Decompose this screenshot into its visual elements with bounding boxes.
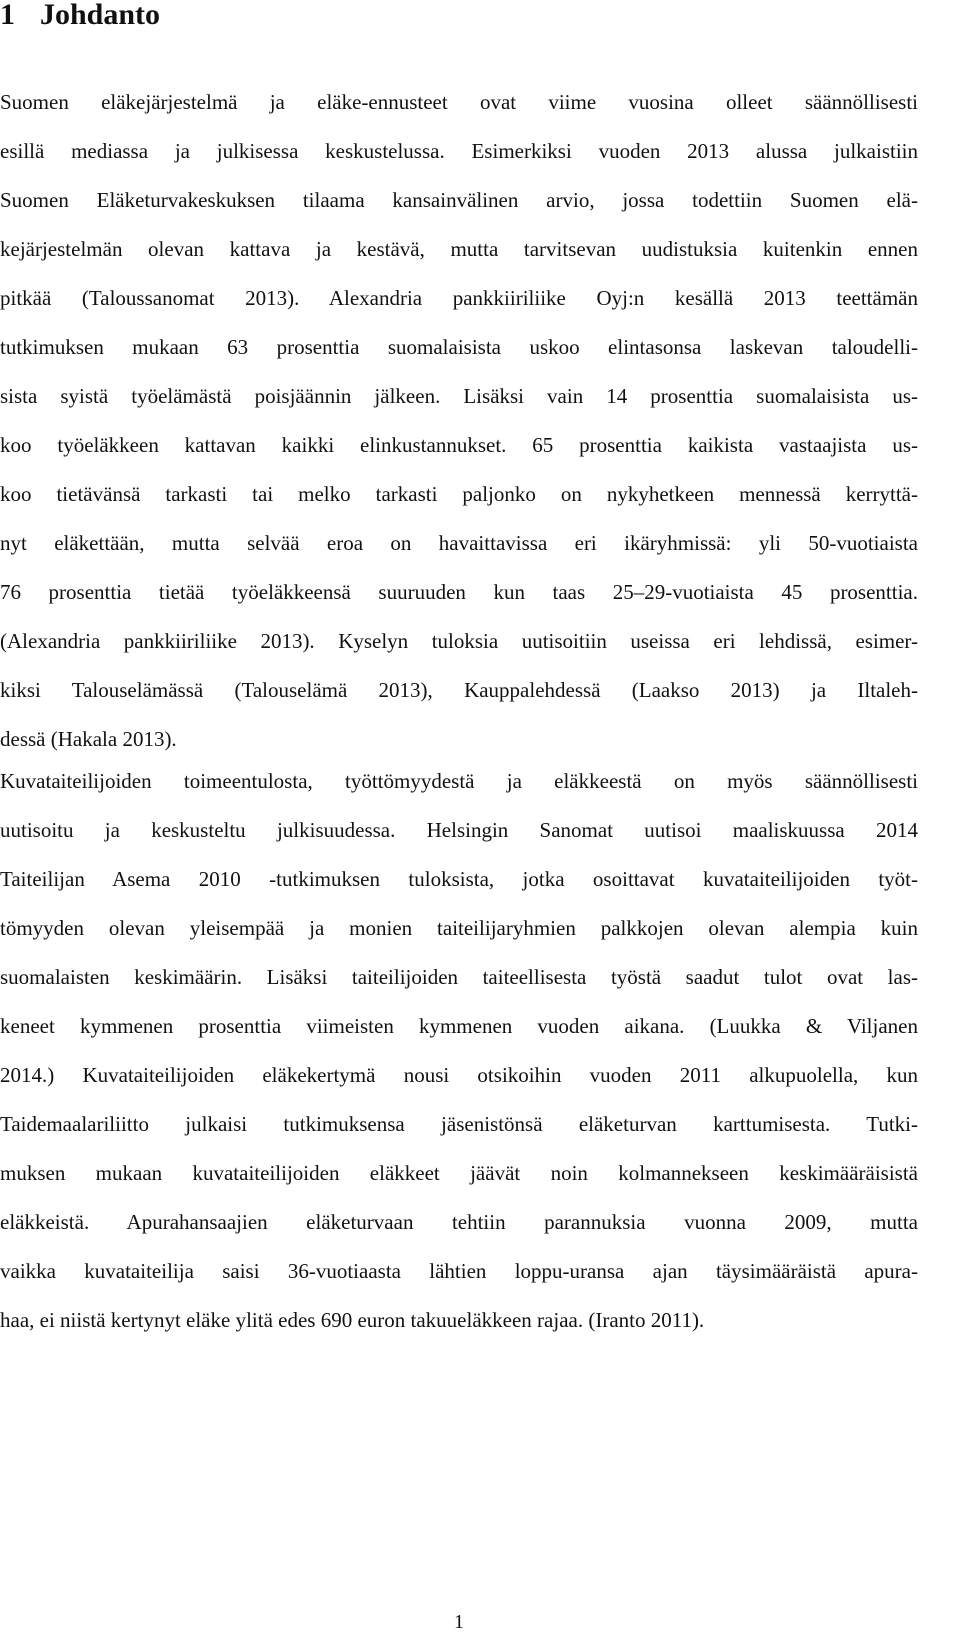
text-line: nyt eläkettään, mutta selvää eroa on havaittavissa eri ikäryhmissä: yli 50-vuotiaista (0, 531, 918, 555)
text-line: 2014.) Kuvataiteilijoiden eläkekertymä nousi otsikoihin vuoden 2011 alkupuolella, kun (0, 1063, 918, 1087)
text-line: kiksi Talouselämässä (Talouselämä 2013), Kauppalehdessä (Laakso 2013) ja Iltaleh- (0, 678, 918, 702)
section-title: Johdanto (40, 0, 161, 31)
text-line: Taidemaalariliitto julkaisi tutkimuksensa jäsenistönsä eläketurvan karttumisesta. Tutki- (0, 1112, 918, 1136)
page-number: 1 (454, 1611, 464, 1633)
text-line: 76 prosenttia tietää työeläkkeensä suuruuden kun taas 25–29-vuotiaista 45 prosenttia. (0, 580, 918, 604)
text-line: tömyyden olevan yleisempää ja monien taiteilijaryhmien palkkojen olevan alempia kuin (0, 916, 918, 940)
paragraph-2 (0, 757, 918, 1345)
text-line: sista syistä työelämästä poisjäännin jälkeen. Lisäksi vain 14 prosenttia suomalaisista us- (0, 384, 918, 408)
text-line: esillä mediassa ja julkisessa keskustelussa. Esimerkiksi vuoden 2013 alussa julkaistiin (0, 139, 918, 163)
section-number: 1 (0, 0, 15, 31)
text-line: eläkkeistä. Apurahansaajien eläketurvaan tehtiin parannuksia vuonna 2009, mutta (0, 1210, 918, 1234)
text-line: dessä (Hakala 2013). (0, 727, 177, 751)
text-line: tutkimuksen mukaan 63 prosenttia suomalaisista uskoo elintasonsa laskevan taloudelli- (0, 335, 918, 359)
text-line: vaikka kuvataiteilija saisi 36-vuotiaasta lähtien loppu-uransa ajan täysimääräistä apura- (0, 1259, 918, 1283)
text-line: suomalaisten keskimäärin. Lisäksi taiteilijoiden taiteellisesta työstä saadut tulot ovat las- (0, 965, 918, 989)
text-line: koo työeläkkeen kattavan kaikki elinkustannukset. 65 prosenttia kaikista vastaajista us- (0, 433, 918, 457)
text-line: uutisoitu ja keskusteltu julkisuudessa. Helsingin Sanomat uutisoi maaliskuussa 2014 (0, 818, 918, 842)
text-line: Taiteilijan Asema 2010 -tutkimuksen tuloksista, jotka osoittavat kuvataiteilijoiden työt- (0, 867, 918, 891)
text-line: muksen mukaan kuvataiteilijoiden eläkkeet jäävät noin kolmannekseen keskimääräisistä (0, 1161, 918, 1185)
text-line: haa, ei niistä kertynyt eläke ylitä edes 690 euron takuueläkkeen rajaa. (Iranto 2011). (0, 1308, 705, 1332)
text-line: Suomen Eläketurvakeskuksen tilaama kansainvälinen arvio, jossa todettiin Suomen elä- (0, 188, 918, 212)
text-line: keneet kymmenen prosenttia viimeisten kymmenen vuoden aikana. (Luukka & Viljanen (0, 1014, 918, 1038)
text-line: Kuvataiteilijoiden toimeentulosta, työttömyydestä ja eläkkeestä on myös säännöllisesti (0, 769, 918, 793)
text-line: Suomen eläkejärjestelmä ja eläke-ennusteet ovat viime vuosina olleet säännöllisesti (0, 90, 918, 114)
text-line: (Alexandria pankkiiriliike 2013). Kyselyn tuloksia uutisoitiin useissa eri lehdissä, esimer- (0, 629, 918, 653)
paragraph-1 (0, 78, 918, 764)
text-line: kejärjestelmän olevan kattava ja kestävä, mutta tarvitsevan uudistuksia kuitenkin ennen (0, 237, 918, 261)
text-line: pitkää (Taloussanomat 2013). Alexandria pankkiiriliike Oyj:n kesällä 2013 teettämän (0, 286, 918, 310)
text-line: koo tietävänsä tarkasti tai melko tarkasti paljonko on nykyhetkeen mennessä kerryttä- (0, 482, 918, 506)
section-heading (0, 0, 160, 30)
